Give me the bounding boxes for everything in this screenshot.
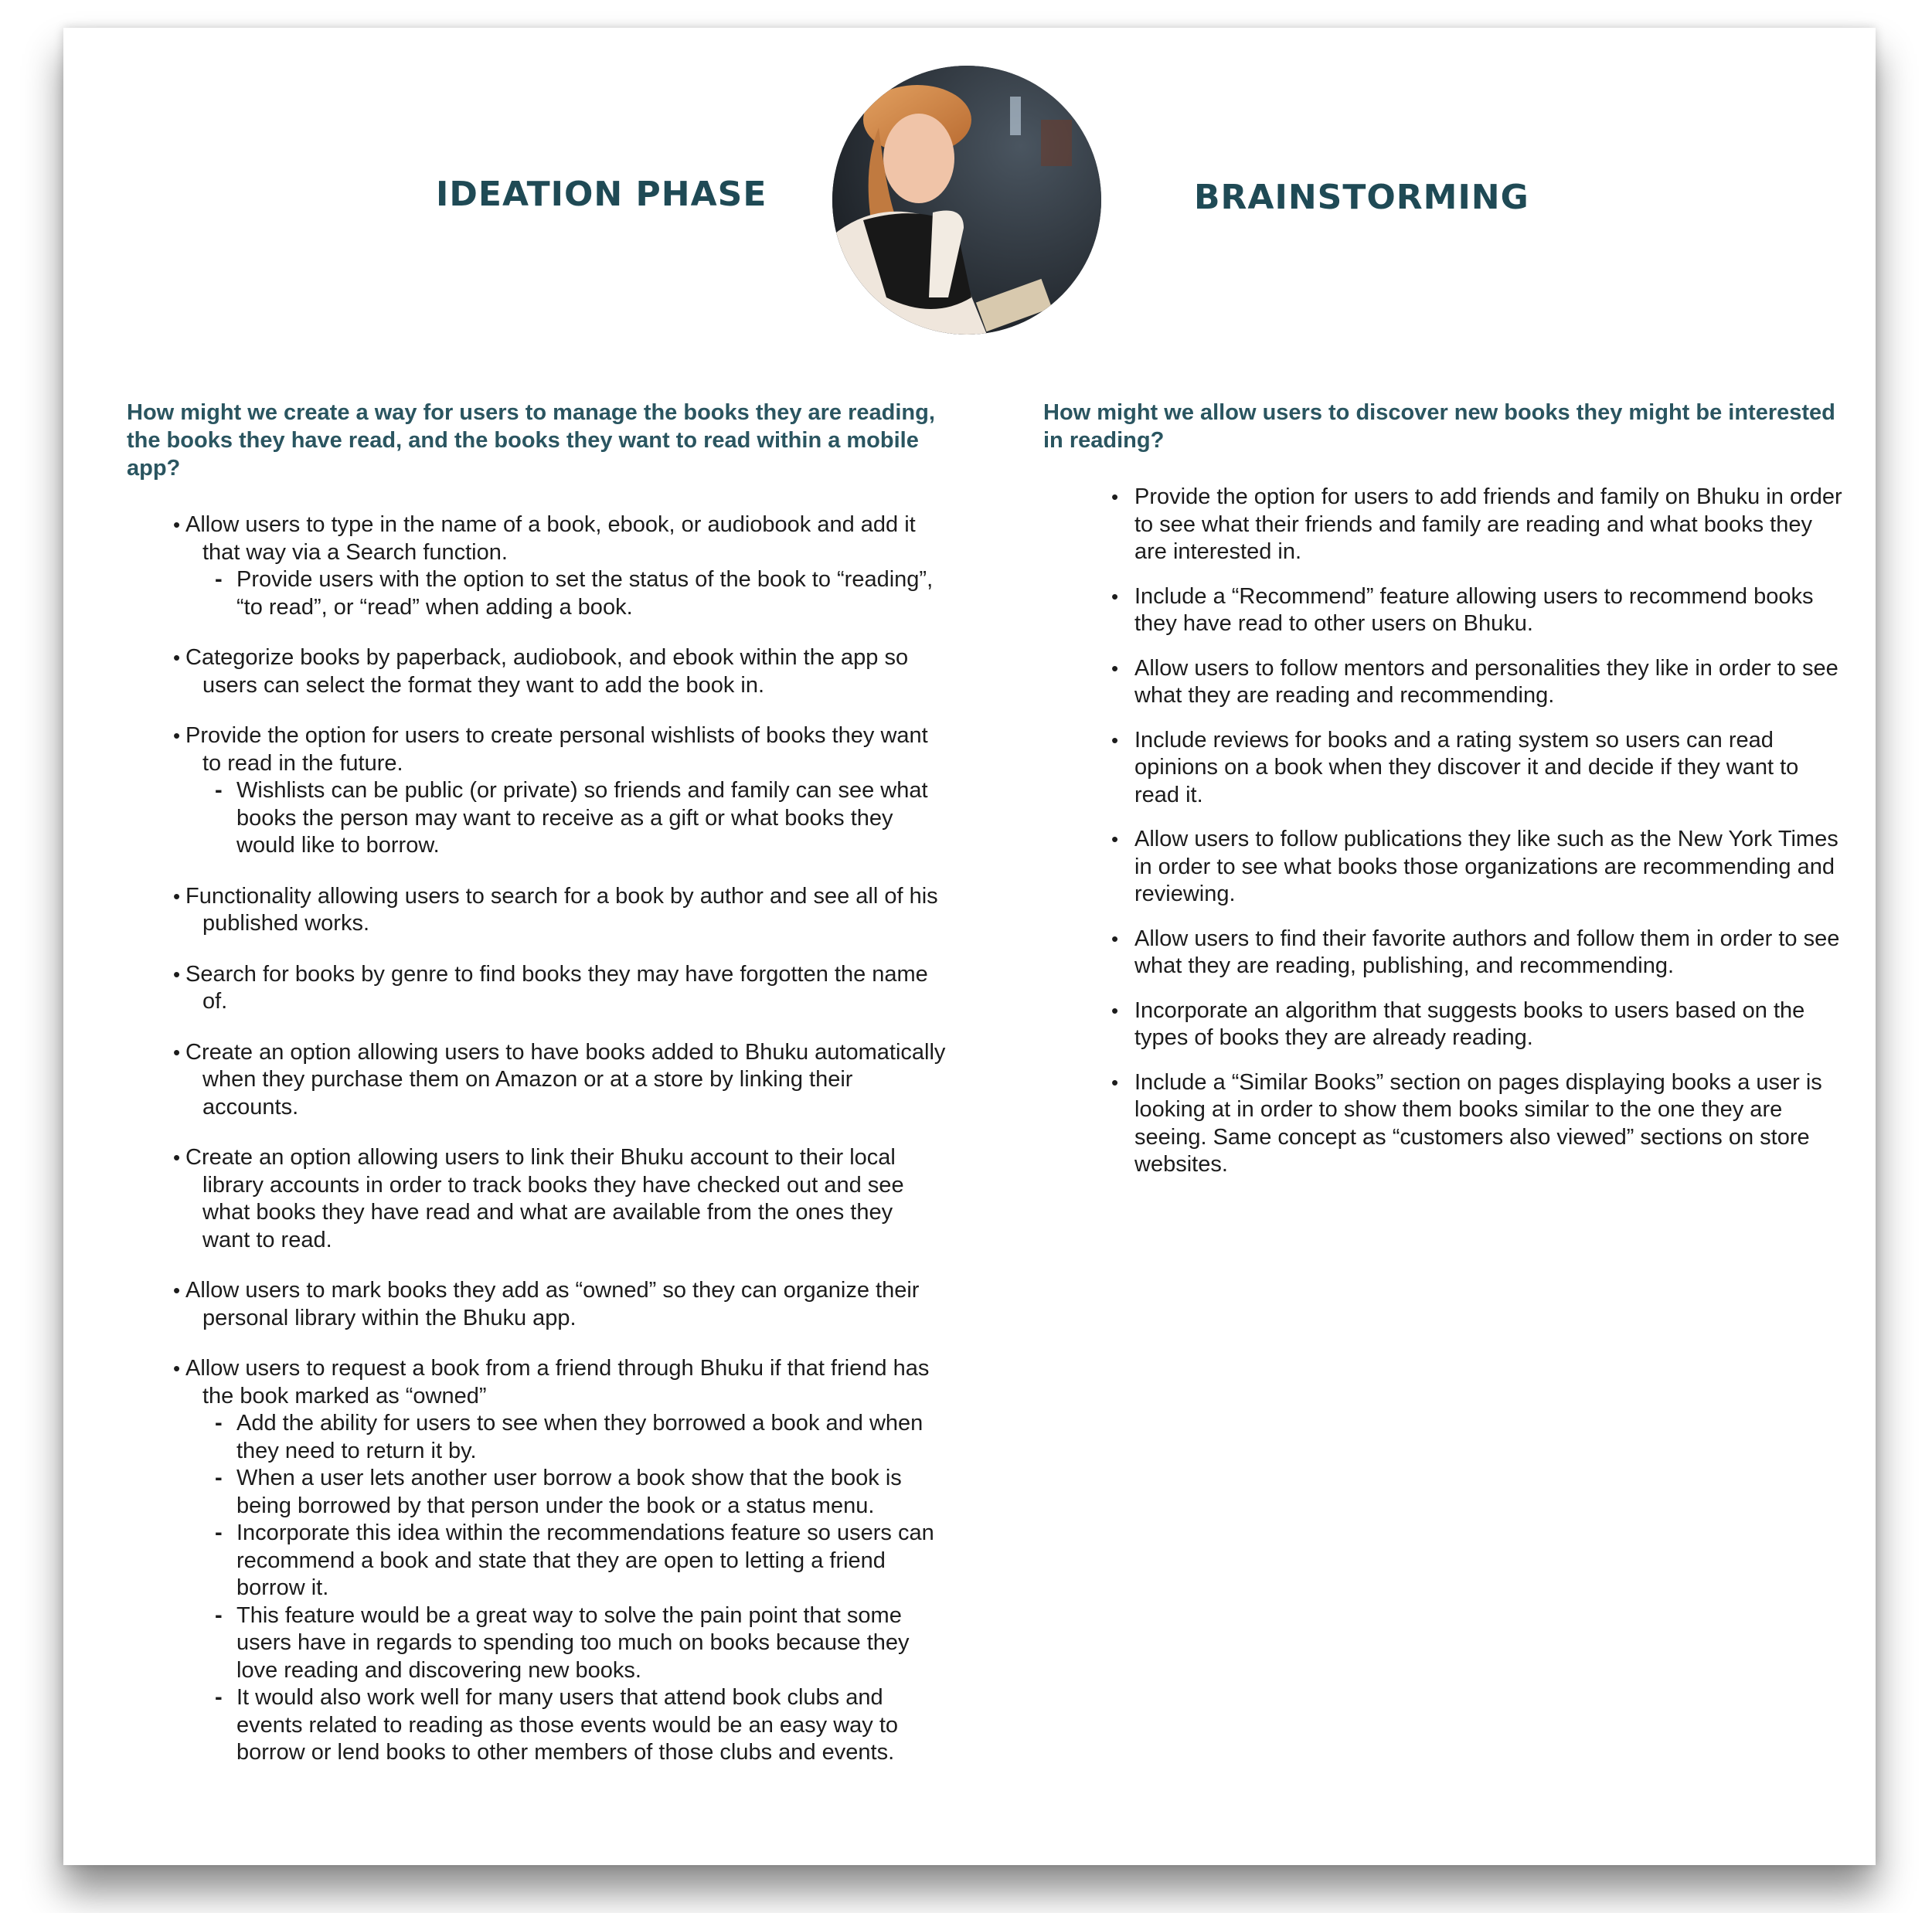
woman-reading-photo: [832, 66, 1101, 335]
bullet-icon: •: [1111, 998, 1119, 1022]
dash-icon: -: [215, 1521, 223, 1545]
sub-list-item: - This feature would be a great way to solve the pain point that some users have in regards to spending too much on books because they love reading and discovering new books.: [215, 1602, 910, 1683]
bullet-icon: •: [173, 724, 181, 747]
dash-icon: -: [215, 567, 223, 592]
dash-icon: -: [215, 1466, 223, 1490]
sub-list-item: - Wishlists can be public (or private) so friends and family can see what books the person may want to receive as a gift or what books they would like to borrow.: [215, 778, 928, 858]
document-page: [63, 28, 1876, 1865]
list-item: • Allow users to request a book from a friend through Bhuku if that friend has the book marked as “owned” - Add the ability for users to see when they borrowed a book and when they need to return it by. - When a user lets another user borrow a book show that the book is being borrowed by that person under the book or a status menu. - Incorporate this idea within the recommendations feature so users can recommend a book and state that they are open to letting a friend borrow it. - This feature would be a great way to solve the pain point that some users have in regards to spending too much on books because they love reading and discovering new books. - It would also work well for many users that attend book clubs and events related to reading as those events would be an easy way to borrow or lend books to other members of those clubs and events.: [96, 1355, 946, 1767]
ideation-bullet-list: [127, 511, 946, 1767]
list-item: • Search for books by genre to find books they may have forgotten the name of.: [96, 961, 946, 1016]
list-item: • Allow users to find their favorite authors and follow them in order to see what they are reading, publishing, and recommending.: [1111, 926, 1840, 978]
list-item: • Provide the option for users to add friends and family on Bhuku in order to see what their friends and family are reading and what books they are interested in.: [1111, 484, 1842, 564]
list-item: • Allow users to follow mentors and personalities they like in order to see what they are reading and recommending.: [1111, 655, 1838, 708]
list-item: • Incorporate an algorithm that suggests books to users based on the types of books they are already reading.: [1111, 997, 1805, 1050]
dash-icon: -: [215, 1602, 223, 1628]
sub-list-item: - When a user lets another user borrow a book show that the book is being borrowed by that person under the book or a status menu.: [215, 1466, 902, 1518]
bullet-icon: •: [173, 962, 181, 986]
list-item: • Allow users to type in the name of a book, ebook, or audiobook and add it that way via a Search function. - Provide users with the option to set the status of the book to “reading”, “to read”, or “read” when adding a book.: [96, 511, 946, 621]
ideation-phase-heading: IDEATION PHASE: [436, 175, 767, 214]
list-item: • Categorize books by paperback, audiobook, and ebook within the app so users can select the format they want to add the book in.: [96, 644, 946, 699]
brainstorming-column: [1043, 399, 1847, 1196]
brainstorming-bullet-list: [1043, 484, 1847, 1179]
bullet-icon: •: [173, 884, 181, 908]
bullet-icon: •: [1111, 656, 1119, 680]
dash-icon: -: [215, 778, 223, 803]
dash-icon: -: [215, 1411, 223, 1436]
bullet-icon: •: [1111, 584, 1119, 608]
list-item: • Include a “Similar Books” section on pages displaying books a user is looking at in order to show them books similar to the one they are seeing. Same concept as “customers also viewed” sections on store websites.: [1111, 1069, 1822, 1177]
bullet-icon: •: [1111, 728, 1119, 752]
bullet-icon: •: [1111, 827, 1119, 851]
ideation-column: [127, 399, 946, 1790]
bullet-icon: •: [173, 1357, 181, 1380]
list-item: • Provide the option for users to create personal wishlists of books they want to read in the future. - Wishlists can be public (or private) so friends and family can see what books the person may want to receive as a gift or what books they would like to borrow.: [96, 722, 946, 860]
bullet-icon: •: [173, 1146, 181, 1169]
brainstorming-heading: BRAINSTORMING: [1194, 178, 1529, 217]
bullet-icon: •: [173, 513, 181, 536]
bullet-icon: •: [173, 646, 181, 669]
list-item: • Create an option allowing users to have books added to Bhuku automatically when they purchase them on Amazon or at a store by linking their accounts.: [96, 1039, 946, 1122]
sub-list-item: - Provide users with the option to set the status of the book to “reading”, “to read”, or “read” when adding a book.: [215, 567, 934, 620]
bullet-icon: •: [1111, 926, 1119, 950]
list-item: • Include reviews for books and a rating system so users can read opinions on a book when they discover it and decide if they want to read it.: [1111, 727, 1799, 807]
brainstorming-question: How might we allow users to discover new books they might be interested in reading?: [1043, 400, 1835, 453]
sub-list-item: - It would also work well for many users that attend book clubs and events related to reading as those events would be an easy way to borrow or lend books to other members of those clubs and events.: [215, 1685, 899, 1765]
ideation-question: How might we create a way for users to manage the books they are reading, the books they have read, and the books they want to read within a mobile app?: [127, 400, 935, 481]
bullet-icon: •: [173, 1040, 181, 1064]
list-item: • Include a “Recommend” feature allowing users to recommend books they have read to other users on Bhuku.: [1111, 583, 1814, 636]
dash-icon: -: [215, 1685, 223, 1710]
bullet-icon: •: [1111, 485, 1119, 508]
sub-list-item: - Incorporate this idea within the recommendations feature so users can recommend a book and state that they are open to letting a friend borrow it.: [215, 1521, 934, 1600]
bullet-icon: •: [1111, 1070, 1119, 1094]
list-item: • Allow users to mark books they add as “owned” so they can organize their personal library within the Bhuku app.: [96, 1277, 946, 1332]
sub-list-item: - Add the ability for users to see when they borrowed a book and when they need to return it by.: [215, 1411, 923, 1463]
list-item: • Create an option allowing users to link their Bhuku account to their local library accounts in order to track books they have checked out and see what books they have read and what are available from the ones they want to read.: [96, 1144, 946, 1254]
bullet-icon: •: [173, 1279, 181, 1302]
list-item: • Functionality allowing users to search for a book by author and see all of his published works.: [96, 883, 946, 938]
list-item: • Allow users to follow publications they like such as the New York Times in order to see what books those organizations are recommending and reviewing.: [1111, 827, 1838, 906]
